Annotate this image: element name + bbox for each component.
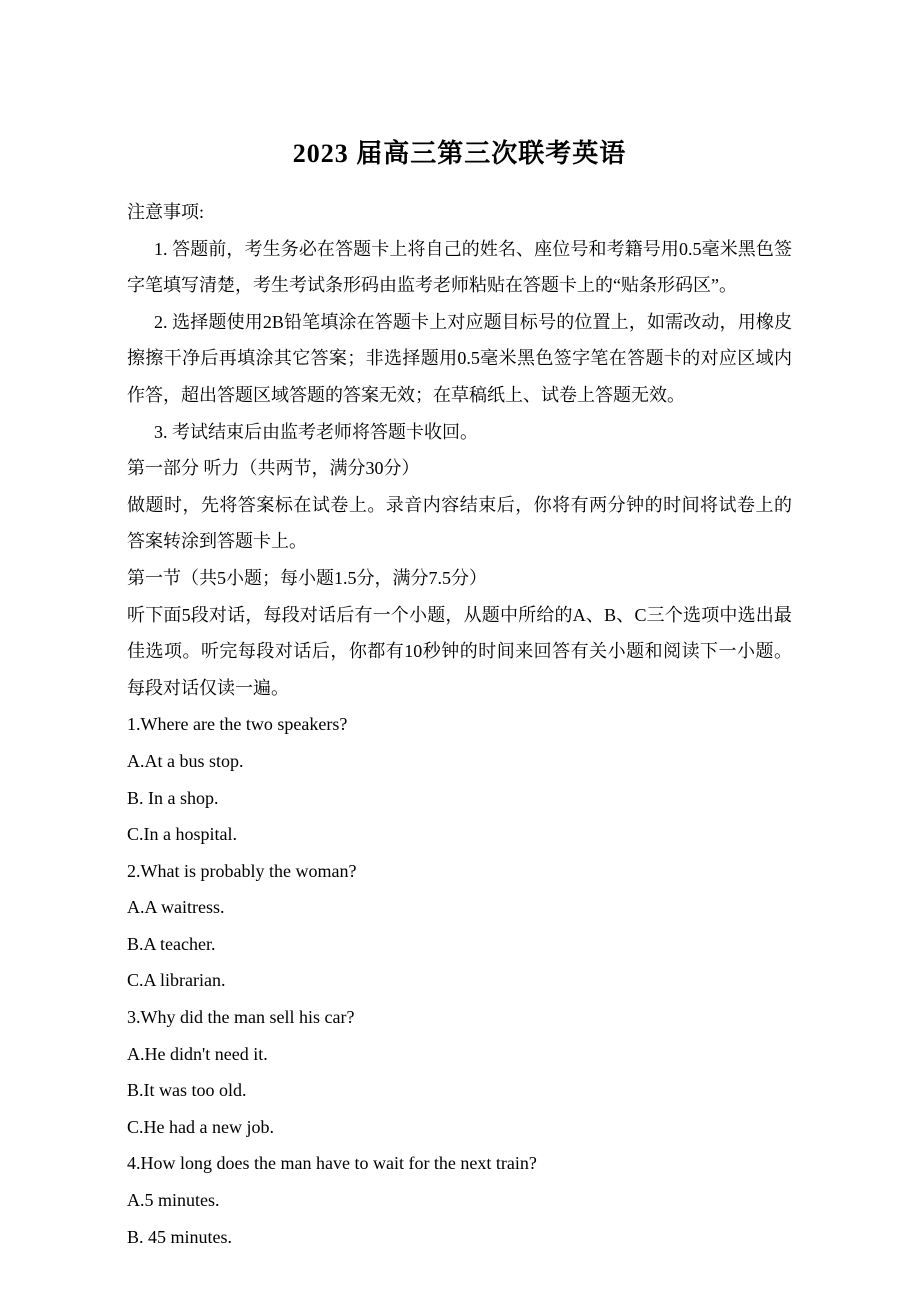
part1-instruction: 做题时，先将答案标在试卷上。录音内容结束后，你将有两分钟的时间将试卷上的答案转涂到答题卡上。 (127, 494, 792, 552)
question-1-option-a: A.At a bus stop. (127, 750, 244, 771)
part1-heading: 第一部分 听力（共两节，满分30分） (127, 458, 420, 479)
question-4-option-a: A.5 minutes. (127, 1190, 220, 1211)
notice-item-3: 3. 考试结束后由监考老师将答题卡收回。 (154, 421, 478, 442)
question-3-option-a: A.He didn't need it. (127, 1043, 268, 1064)
question-4-option-b: B. 45 minutes. (127, 1226, 233, 1247)
notice-heading: 注意事项: (127, 202, 205, 222)
question-2-stem: 2.What is probably the woman? (127, 860, 357, 881)
question-1-option-c: C.In a hospital. (127, 824, 237, 845)
question-3-stem: 3.Why did the man sell his car? (127, 1007, 355, 1028)
notice-item-2: 2. 选择题使用2B铅笔填涂在答题卡上对应题目标号的位置上，如需改动，用橡皮擦擦干净后再填涂其它答案；非选择题用0.5毫米黑色签字笔在答题卡的对应区域内作答，超出答题区域答题的答案无效；在草稿纸上、试卷上答题无效。 (127, 311, 792, 405)
question-1 (127, 706, 792, 852)
notice-item-1: 1. 答题前，考生务必在答题卡上将自己的姓名、座位号和考籍号用0.5毫米黑色签字笔填写清楚，考生考试条形码由监考老师粘贴在答题卡上的“贴条形码区”。 (127, 238, 792, 296)
question-1-stem: 1.Where are the two speakers? (127, 714, 348, 735)
section1-heading: 第一节（共5小题；每小题1.5分，满分7.5分） (127, 567, 487, 588)
question-3 (127, 999, 792, 1145)
question-3-option-c: C.He had a new job. (127, 1116, 274, 1137)
section1-instruction: 听下面5段对话，每段对话后有一个小题，从题中所给的A、B、C三个选项中选出最佳选项。听完每段对话后，你都有10秒钟的时间来回答有关小题和阅读下一小题。每段对话仅读一遍。 (127, 604, 792, 698)
question-2-option-a: A.A waitress. (127, 897, 225, 918)
question-4 (127, 1145, 792, 1255)
question-2 (127, 853, 792, 999)
question-4-stem: 4.How long does the man have to wait for the next train? (127, 1153, 537, 1174)
exam-title: 2023 届高三第三次联考英语 (292, 139, 627, 168)
question-2-option-c: C.A librarian. (127, 970, 226, 991)
question-3-option-b: B.It was too old. (127, 1080, 247, 1101)
question-1-option-b: B. In a shop. (127, 787, 219, 808)
question-2-option-b: B.A teacher. (127, 933, 216, 954)
